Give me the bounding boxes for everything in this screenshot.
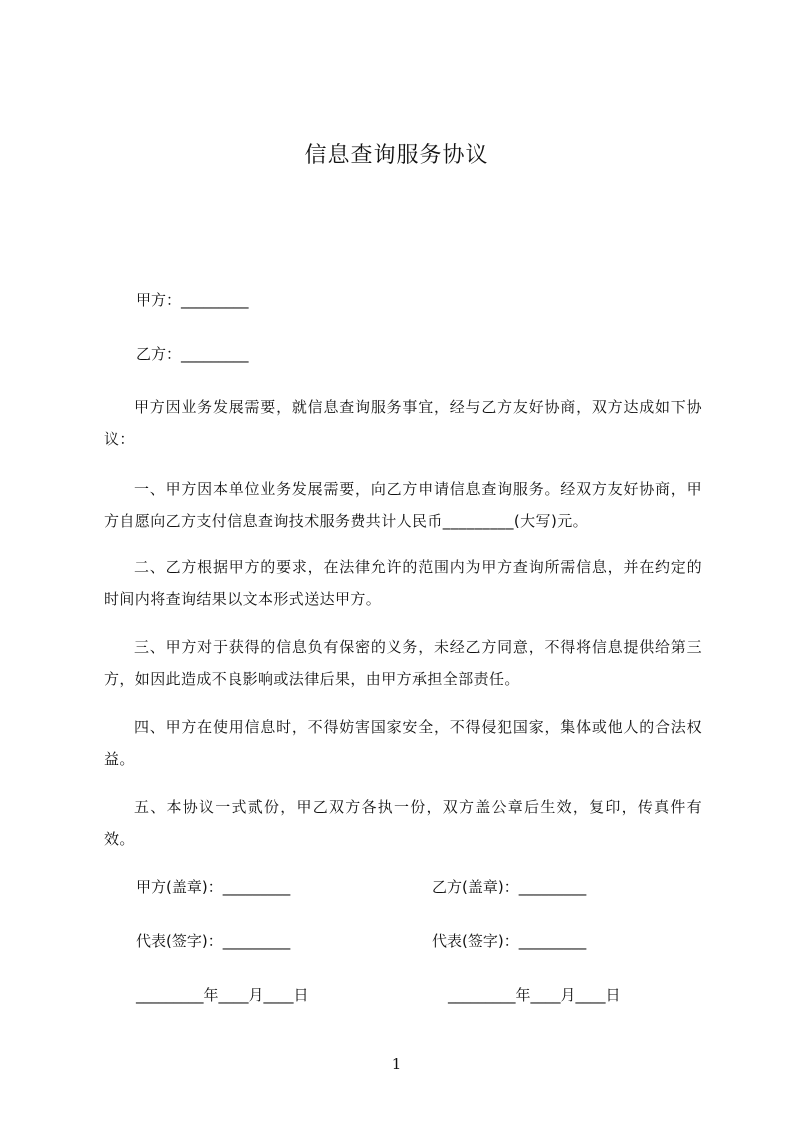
- document-title: 信息查询服务协议: [304, 143, 489, 168]
- clause-3: 三、甲方对于获得的信息负有保密的义务，未经乙方同意，不得将信息提供给第三方，如因此造成不良影响或法律后果，由甲方承担全部责任。: [104, 638, 702, 688]
- party-b-line: 乙方：_________: [136, 345, 249, 363]
- preamble-paragraph: 甲方因业务发展需要，就信息查询服务事宜，经与乙方友好协商，双方达成如下协议：: [104, 398, 702, 448]
- party-a-date-line: _________年____月____日: [136, 986, 309, 1004]
- party-a-seal-line: 甲方(盖章)：_________: [136, 878, 291, 896]
- page-number: 1: [391, 1055, 402, 1073]
- party-a-representative-line: 代表(签字)：_________: [136, 932, 291, 950]
- party-b-seal-line: 乙方(盖章)：_________: [432, 878, 587, 896]
- clause-5: 五、本协议一式贰份，甲乙双方各执一份，双方盖公章后生效，复印，传真件有效。: [104, 798, 702, 848]
- clause-4: 四、甲方在使用信息时，不得妨害国家安全，不得侵犯国家，集体或他人的合法权益。: [104, 718, 702, 768]
- clause-2: 二、乙方根据甲方的要求，在法律允许的范围内为甲方查询所需信息，并在约定的时间内将查询结果以文本形式送达甲方。: [104, 558, 702, 608]
- clause-1: 一、甲方因本单位业务发展需要，向乙方申请信息查询服务。经双方友好协商，甲方自愿向乙方支付信息查询技术服务费共计人民币_________(大写)元。: [104, 480, 702, 530]
- party-a-line: 甲方：_________: [136, 291, 249, 309]
- party-b-date-line: _________年____月____日: [448, 986, 621, 1004]
- party-b-representative-line: 代表(签字)：_________: [432, 932, 587, 950]
